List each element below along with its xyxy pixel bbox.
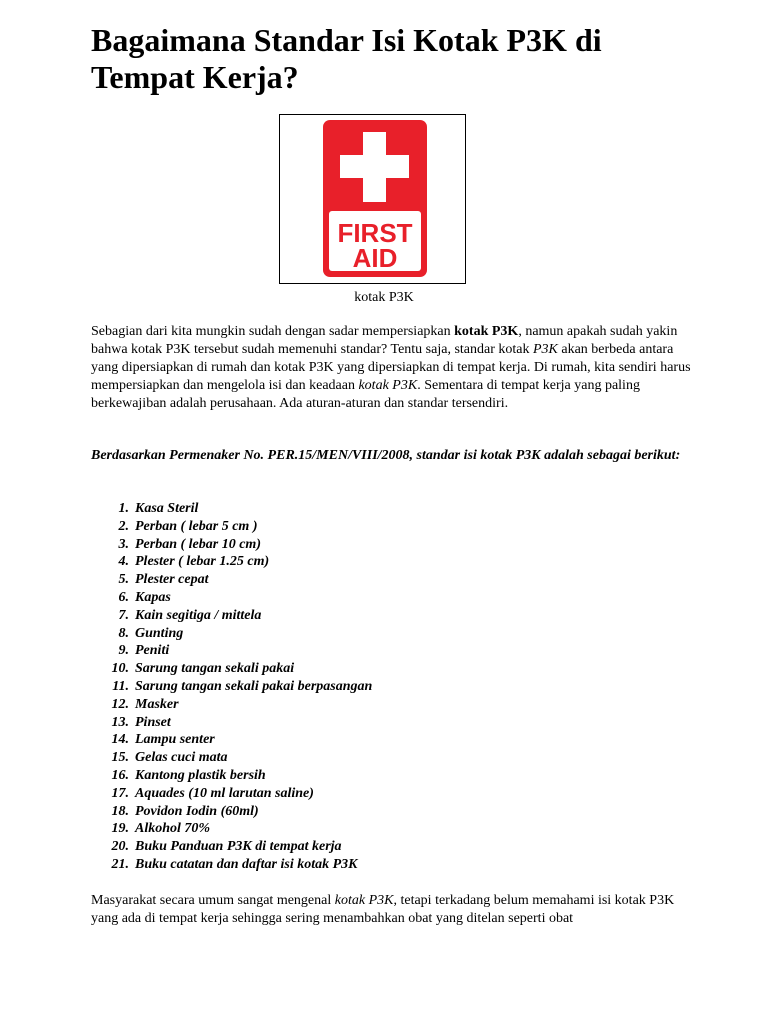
- list-item: [91, 518, 691, 536]
- figure-caption: kotak P3K: [354, 290, 414, 305]
- list-item-number: 9.: [118, 643, 129, 659]
- list-item: [91, 553, 691, 571]
- list-item-number: 1.: [118, 501, 129, 516]
- list-item: [91, 678, 691, 696]
- list-item: [91, 625, 691, 643]
- list-item-number: 16.: [111, 767, 129, 783]
- list-item-text: Sarung tangan sekali pakai: [135, 661, 295, 677]
- list-item: [91, 749, 691, 767]
- list-item: [91, 571, 691, 589]
- list-item: [91, 820, 691, 838]
- list-item-text: Perban ( lebar 10 cm): [135, 536, 261, 552]
- list-item-text: Perban ( lebar 5 cm ): [135, 518, 258, 534]
- list-item: [91, 642, 691, 660]
- page-title: Bagaimana Standar Isi Kotak P3K di Tempat Kerja?: [91, 22, 602, 95]
- list-item-text: Buku Panduan P3K di tempat kerja: [135, 839, 342, 855]
- list-item: [91, 767, 691, 785]
- closing-text-2: , tetapi terkadang belum memahami isi kotak P3K yang ada di tempat kerja sehingga sering menambahkan obat yang ditelan seperti obat: [91, 893, 675, 926]
- list-item: [91, 803, 691, 821]
- contents-list: [91, 500, 691, 874]
- list-item-text: Aquades (10 ml larutan saline): [135, 785, 314, 801]
- list-item: [91, 500, 691, 518]
- list-item-number: 17.: [111, 785, 129, 801]
- list-item-text: Kain segitiga / mittela: [135, 607, 262, 623]
- intro-text-2: , namun apakah sudah yakin bahwa kotak P3K tersebut sudah memenuhi standar? Tentu saja, standar kotak: [91, 324, 678, 357]
- intro-text-1: Sebagian dari kita mungkin sudah dengan sadar mempersiapkan: [91, 324, 455, 339]
- list-item-number: 2.: [118, 518, 129, 534]
- list-item-number: 4.: [118, 554, 129, 570]
- list-item-number: 10.: [111, 661, 129, 677]
- list-item-number: 21.: [111, 856, 129, 872]
- list-item-text: Gunting: [135, 625, 184, 641]
- list-item-text: Lampu senter: [135, 732, 215, 748]
- list-item-text: Gelas cuci mata: [135, 750, 228, 766]
- list-item-number: 8.: [118, 625, 129, 641]
- list-item-number: 11.: [112, 678, 129, 694]
- list-item: [91, 731, 691, 749]
- first-aid-figure: [279, 114, 466, 284]
- sign-text-first: FIRST: [337, 218, 413, 248]
- list-item: [91, 607, 691, 625]
- list-item-text: Alkohol 70%: [135, 821, 211, 837]
- list-item-text: Povidon Iodin (60ml): [135, 803, 259, 819]
- intro-text-3: akan berbeda antara yang dipersiapkan di rumah dan kotak P3K yang dipersiapkan di tempat kerja. Di rumah, kita sendiri harus mempersiapkan dan mengelola isi dan keadaan: [91, 342, 691, 393]
- list-item-number: 14.: [111, 732, 129, 748]
- list-item-text: Kasa Steril: [135, 501, 199, 516]
- list-item-text: Buku catatan dan daftar isi kotak P3K: [135, 856, 358, 872]
- list-item-text: Plester cepat: [135, 572, 209, 588]
- intro-text-4: . Sementara di tempat kerja yang paling berkewajiban adalah perusahaan. Ada aturan-aturan dan standar tersendiri.: [91, 378, 640, 411]
- list-item-number: 3.: [118, 536, 129, 552]
- first-aid-sign-icon: [280, 115, 465, 283]
- list-item-number: 6.: [118, 589, 129, 605]
- list-item-text: Plester ( lebar 1.25 cm): [135, 554, 270, 570]
- list-item: [91, 589, 691, 607]
- list-item-number: 20.: [111, 839, 129, 855]
- closing-paragraph: [91, 892, 691, 928]
- closing-text-1: Masyarakat secara umum sangat mengenal: [91, 893, 335, 908]
- regulation-intro: Berdasarkan Permenaker No. PER.15/MEN/VIII/2008, standar isi kotak P3K adalah sebagai berikut:: [91, 448, 681, 463]
- intro-paragraph: [91, 323, 691, 413]
- list-item-number: 5.: [118, 572, 129, 588]
- list-item-text: Kantong plastik bersih: [135, 767, 266, 783]
- sign-text-aid: AID: [352, 243, 398, 273]
- list-item: [91, 660, 691, 678]
- list-item-number: 12.: [111, 696, 129, 712]
- intro-italic-p3k: P3K: [532, 342, 558, 357]
- list-item: [91, 785, 691, 803]
- intro-bold-kotak-p3k: kotak P3K: [454, 324, 519, 339]
- list-item-text: Pinset: [135, 714, 171, 730]
- list-item-text: Sarung tangan sekali pakai berpasangan: [135, 678, 373, 694]
- list-item-number: 15.: [111, 750, 129, 766]
- list-item-text: Peniti: [135, 643, 170, 659]
- list-item: [91, 696, 691, 714]
- list-item-number: 18.: [111, 803, 129, 819]
- intro-italic-kotak-p3k: kotak P3K: [358, 378, 418, 393]
- list-item: [91, 714, 691, 732]
- closing-italic-kotak-p3k: kotak P3K: [334, 893, 394, 908]
- list-item-text: Masker: [135, 696, 179, 712]
- list-item-text: Kapas: [135, 589, 171, 605]
- list-item: [91, 838, 691, 856]
- cross-horizontal: [340, 155, 409, 178]
- list-item-number: 7.: [118, 607, 129, 623]
- list-item-number: 19.: [111, 821, 129, 837]
- list-item: [91, 856, 691, 874]
- list-item: [91, 536, 691, 554]
- list-item-number: 13.: [111, 714, 129, 730]
